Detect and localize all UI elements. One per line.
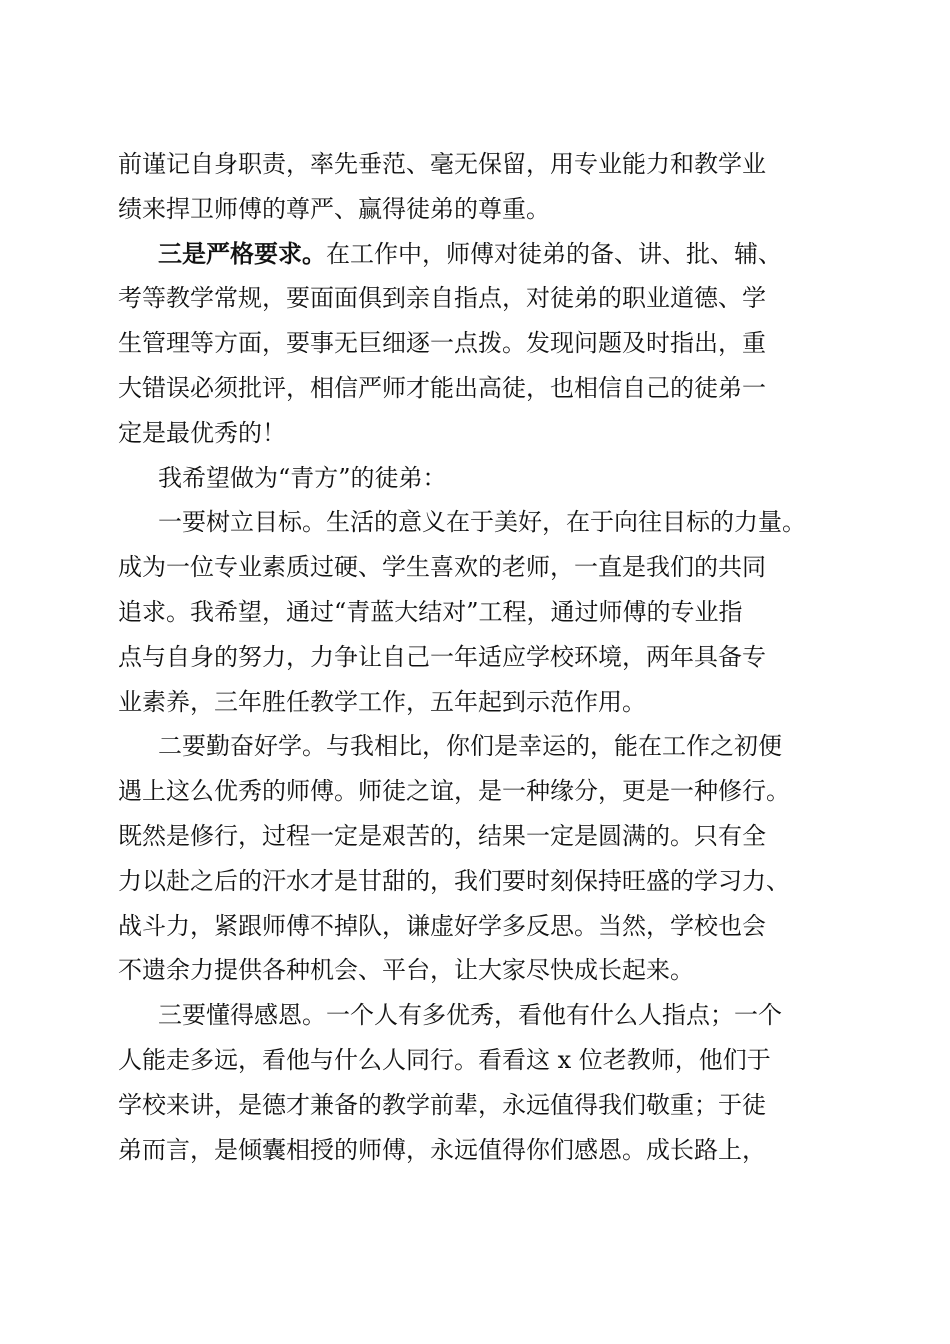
text-line: 追求。我希望，通过“青蓝大结对”工程，通过师傅的专业指 [118, 597, 743, 626]
paragraph-first-line [118, 232, 836, 277]
paragraph-first-line: 三要懂得感恩。一个人有多优秀，看他有什么人指点；一个 [158, 1001, 782, 1030]
text-line: 不遗余力提供各种机会、平台，让大家尽快成长起来。 [118, 956, 694, 985]
text-line: 遇上这么优秀的师傅。师徒之谊，是一种缘分，更是一种修行。 [118, 777, 790, 806]
text-line: 前谨记自身职责，率先垂范、毫无保留，用专业能力和教学业 [118, 150, 766, 178]
text-line: 弟而言，是倾囊相授的师傅，永远值得你们感恩。成长路上， [118, 1135, 766, 1164]
text-line: 既然是修行，过程一定是艰苦的，结果一定是圆满的。只有全 [118, 821, 766, 850]
text-line: 定是最优秀的！ [118, 418, 286, 447]
paragraph-first-line: 二要勤奋好学。与我相比，你们是幸运的，能在工作之初便 [158, 732, 782, 761]
body-text [118, 142, 836, 1172]
text-line: 战斗力，紧跟师傅不掉队，谦虚好学多反思。当然，学校也会 [118, 911, 766, 940]
paragraph-first-line: 一要树立目标。生活的意义在于美好，在于向往目标的力量。 [158, 508, 806, 537]
text-line: 生管理等方面，要事无巨细逐一点拨。发现问题及时指出，重 [118, 329, 766, 358]
text-line: 成为一位专业素质过硬、学生喜欢的老师，一直是我们的共同 [118, 553, 766, 582]
text-line: 力以赴之后的汗水才是甘甜的，我们要时刻保持旺盛的学习力、 [118, 866, 790, 895]
text-line: 学校来讲，是德才兼备的教学前辈，永远值得我们敬重；于徒 [118, 1090, 766, 1119]
paragraph-lead: 三是严格要求。 [158, 238, 326, 268]
paragraph-first-line: 我希望做为“青方”的徒弟： [158, 463, 447, 492]
text-line: 考等教学常规，要面面俱到亲自指点，对徒弟的职业道德、学 [118, 284, 766, 313]
text-line: 大错误必须批评，相信严师才能出高徒，也相信自己的徒弟一 [118, 373, 766, 402]
text-line: 业素养，三年胜任教学工作，五年起到示范作用。 [118, 687, 646, 716]
text-line: 点与自身的努力，力争让自己一年适应学校环境，两年具备专 [118, 642, 766, 671]
text-run: 在工作中，师傅对徒弟的备、讲、批、辅、 [326, 239, 782, 268]
text-line: 绩来捍卫师傅的尊严、赢得徒弟的尊重。 [118, 194, 550, 223]
text-line: 人能走多远，看他与什么人同行。看看这 x 位老教师，他们于 [118, 1045, 771, 1074]
